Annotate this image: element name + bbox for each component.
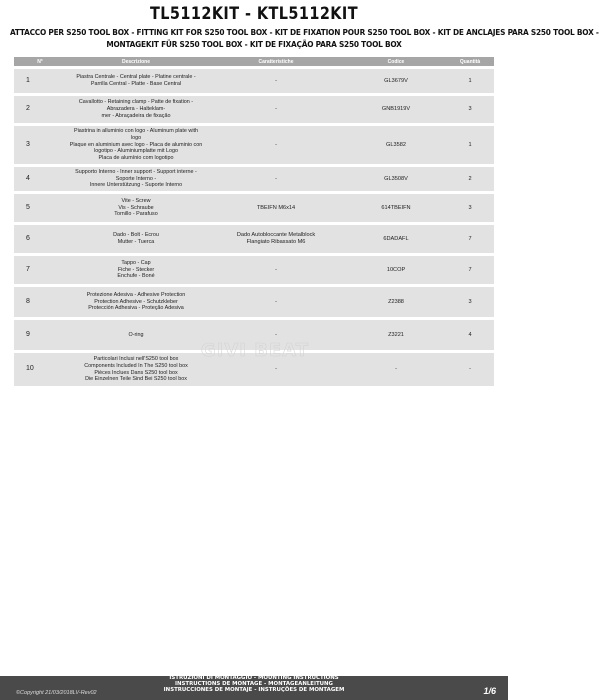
subtitle-line: MONTAGEKIT FÜR S250 TOOL BOX - KIT DE FIXAÇÃO PARA S250 TOOL BOX — [106, 38, 402, 49]
table-row — [14, 167, 494, 191]
row-code: GNB1919V — [346, 96, 446, 123]
row-code: - — [346, 353, 446, 386]
row-quantity: 1 — [446, 69, 494, 93]
table-row — [14, 96, 494, 123]
row-code: GL3508V — [346, 167, 446, 191]
row-description: Tappo - Cap Fiche - Stecker Enchufe - Boné — [66, 256, 206, 284]
footer-line: INSTRUCTIONS DE MONTAGE - MONTAGEANLEITUNG — [175, 680, 333, 687]
row-number: 5 — [14, 194, 66, 222]
document-title: TL5112KIT - KTL5112KIT — [149, 4, 359, 24]
row-quantity: 3 — [446, 287, 494, 317]
row-quantity: 7 — [446, 256, 494, 284]
row-description: Piastrina in alluminio con logo - Aluminum plate with logo Plaque en aluminium avec logo - Placa de aluminio con logotipo - Aluminiumplatte mit Logo Placa de alumínio com logotipo — [66, 126, 206, 164]
copyright-text: ©Copyright 21/03/2018LV-Rev02 — [16, 690, 97, 696]
row-description: Protezione Adesiva - Adhesive Protection Protection Adhesive - Schutzkleber Protección Adhesiva - Proteção Adesiva — [66, 287, 206, 317]
footer-line: INSTRUCCIONES DE MONTAJE - INSTRUÇÕES DE MONTAGEM — [163, 686, 345, 693]
row-code: Z2388 — [346, 287, 446, 317]
row-number: 7 — [14, 256, 66, 284]
watermark-logo: GIVI BEAT — [200, 340, 310, 361]
row-quantity: 3 — [446, 194, 494, 222]
table-header-row — [14, 57, 494, 66]
page-number: 1/6 — [483, 686, 496, 696]
row-code: GL3679V — [346, 69, 446, 93]
row-description: Vite - Screw Vis - Schraube Tornillo - Parafuso — [66, 194, 206, 222]
header-characteristics: Caratteristiche — [206, 57, 346, 66]
row-number: 8 — [14, 287, 66, 317]
row-code: GL3582 — [346, 126, 446, 164]
row-characteristics: - — [206, 96, 346, 123]
row-characteristics: TBEIFN M6x14 — [206, 194, 346, 222]
table-row — [14, 256, 494, 284]
row-quantity: 1 — [446, 126, 494, 164]
header-code: Codice — [346, 57, 446, 66]
row-characteristics: - — [206, 353, 346, 386]
row-number: 4 — [14, 167, 66, 191]
row-code: 6DADAFL — [346, 225, 446, 253]
header-description: Descrizione — [66, 57, 206, 66]
row-description: O-ring — [66, 320, 206, 350]
table-row — [14, 194, 494, 222]
document-subtitle — [10, 27, 599, 50]
row-description: Piastra Centrale - Central plate - Platine centrale - Parrilla Central - Platte - Base Central — [66, 69, 206, 93]
header-number: N° — [14, 57, 66, 66]
table-row — [14, 126, 494, 164]
row-quantity: - — [446, 353, 494, 386]
row-number: 9 — [14, 320, 66, 350]
row-characteristics: - — [206, 320, 346, 350]
row-number: 3 — [14, 126, 66, 164]
row-description: Dado - Bolt - Ecrou Mutter - Tuerca — [66, 225, 206, 253]
row-characteristics: - — [206, 256, 346, 284]
row-number: 10 — [14, 353, 66, 386]
row-description: Supporto Interno - Inner support - Support interne - Soporte Interno - Innere Unterstützung - Suporte Interno — [66, 167, 206, 191]
footer-line: ISTRUZIONI DI MONTAGGIO - MOUNTING INSTRUCTIONS — [169, 675, 339, 681]
row-quantity: 4 — [446, 320, 494, 350]
row-quantity: 2 — [446, 167, 494, 191]
row-characteristics: - — [206, 167, 346, 191]
row-characteristics: - — [206, 287, 346, 317]
row-number: 2 — [14, 96, 66, 123]
parts-table — [14, 54, 494, 389]
table-row — [14, 287, 494, 317]
table-row — [14, 225, 494, 253]
row-characteristics: Dado Autobloccante Metalblock Flangiato Ribassato M6 — [206, 225, 346, 253]
row-description: Cavallotto - Retaining clamp - Patte de fixation - Abrazadera - Halteklam- mer - Abraçadeira de fixação — [66, 96, 206, 123]
row-number: 6 — [14, 225, 66, 253]
row-code: 10COP — [346, 256, 446, 284]
footer-instructions — [150, 676, 358, 694]
row-code: Z3221 — [346, 320, 446, 350]
row-characteristics: - — [206, 69, 346, 93]
row-code: 614TBEIFN — [346, 194, 446, 222]
row-description: Particolari Inclusi nell'S250 tool box Components Included In The S250 tool box Pièces Inclues Dans S250 tool box Die Einzelnen Teile Sind Bei S250 tool box — [66, 353, 206, 386]
row-quantity: 7 — [446, 225, 494, 253]
header-quantity: Quantità — [446, 57, 494, 66]
row-number: 1 — [14, 69, 66, 93]
row-quantity: 3 — [446, 96, 494, 123]
table-row — [14, 69, 494, 93]
row-characteristics: - — [206, 126, 346, 164]
subtitle-line: ATTACCO PER S250 TOOL BOX - FITTING KIT FOR S250 TOOL BOX - KIT DE FIXATION POUR S250 TOOL BOX - KIT DE ANCLAJES PARA S250 TOOL BOX - — [10, 27, 599, 37]
